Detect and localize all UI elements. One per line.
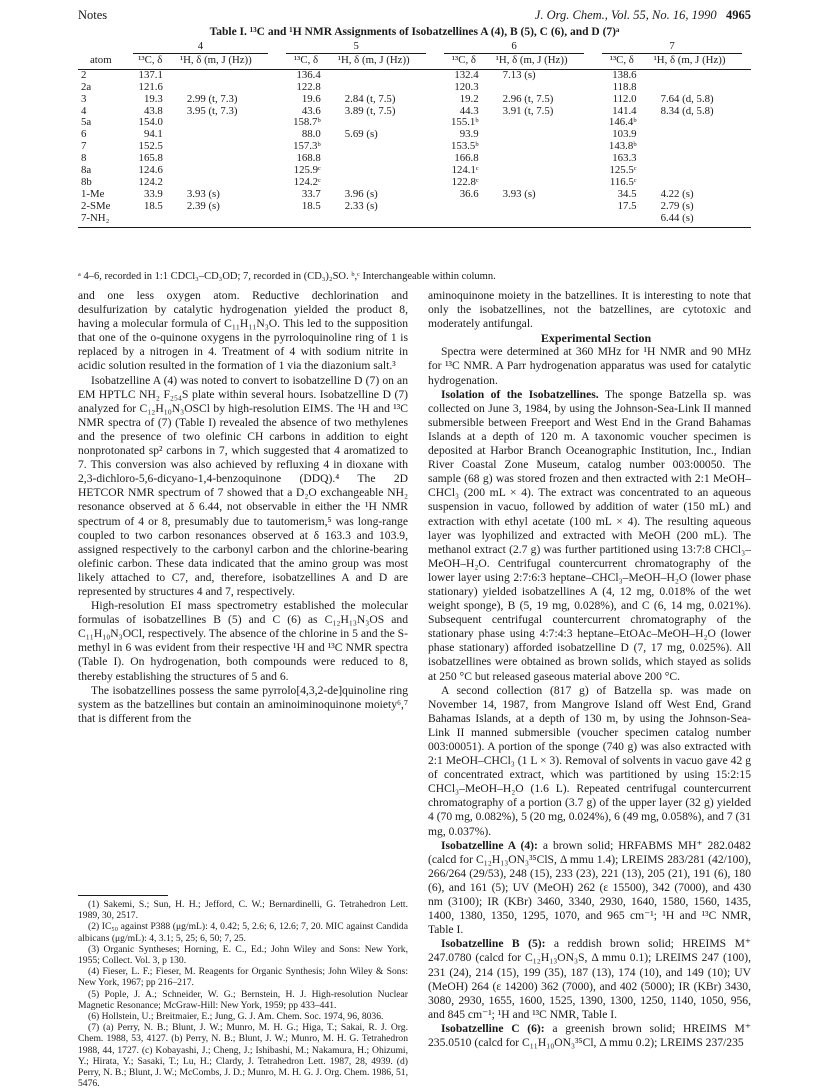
- proton-shift-cell: 2.99 (t, 7.3): [186, 92, 238, 105]
- experimental-paragraph: [428, 937, 751, 1022]
- column-header-c: ¹³C, δ: [124, 55, 177, 69]
- body-paragraph: High-resolution EI mass spectrometry established the molecular formulas of isobatzellines B (5) and C (6) as C₁₂H₁₃N₃OS and C₁₁H₁₀N₃OCl, respectively. The absence of the chlorine in 5 and the S-methyl in 6 was evident from their respective ¹H and ¹³C NMR spectra (Table I). On hydrogenation, both compounds were reduced to 8, thereby establishing the structures of 5 and 6.: [78, 599, 408, 683]
- paragraph-text: The sponge Batzella sp. was collected on June 3, 1984, by using the Johnson-Sea-Link II manned submersible between Freeport and West End in the Grand Bahamas Islands at a depth of 120 m. A taxonomic voucher specimen is deposited at Harbor Branch Oceanographic Institution, Inc., Indian River Coastal Zone Museum, catalog number 003:00050. The sample (68 g) was stored frozen and then extracted with 2:1 MeOH–CHCl₃ (200 mL × 4). The extract was concentrated to an aqueous suspension in vacuo, followed by addition of water (150 mL) and extraction with ethyl acetate (100 mL × 4). The resulting aqueous layer was lyophilized and extracted with MeOH (200 mL). The methanol extract (2.7 g) was further partitioned using 13:7:8 CHCl₃–MeOH–H₂O. Centrifugal countercurrent chromatography of the lower layer using 2:7:6:3 heptane–CHCl₃–MeOH–H₂O (lower phase stationary) yielded isobatzellines A (4, 12 mg, 0.018% of the wet weight sponge), B (5, 19 mg, 0.028%), and C (6, 14 mg, 0.021%). Subsequent centrifugal countercurrent chromatography of the stationary phase using 4:7:4:3 heptane–EtOAc–MeOH–H₂O (lower phase stationary) afforded isobatzelline D (7, 17 mg, 0.025%). All isobatzellines were obtained as brown solids, which stayed as solids at 250 °C but released gaseous material above 200 °C.: [428, 387, 752, 683]
- experimental-paragraph: [428, 684, 751, 839]
- column-header-h: ¹H, δ (m, J (Hz)): [335, 55, 435, 69]
- carbon-shift-cell: 146.4ᵇ: [608, 116, 637, 129]
- atom-cell: 2a: [81, 80, 92, 93]
- proton-shift-cell: 5.69 (s): [344, 128, 378, 141]
- carbon-shift-cell: 19.6: [301, 92, 321, 105]
- carbon-shift-cell: 94.1: [143, 128, 163, 141]
- proton-shift-cell: [335, 153, 435, 165]
- carbon-shift-cell: 118.8: [612, 80, 637, 93]
- atom-cell: 7-NH₂: [78, 213, 124, 227]
- carbon-shift-cell: 19.2: [459, 92, 479, 105]
- atom-cell: 8b: [81, 175, 92, 188]
- carbon-shift-cell: 103.9: [612, 128, 637, 141]
- proton-shift-cell: [177, 141, 277, 153]
- table-row: [78, 94, 751, 106]
- experimental-paragraph: [428, 1022, 751, 1050]
- proton-shift-cell: [335, 69, 435, 81]
- group-header: 7: [593, 41, 751, 55]
- table-row: [78, 213, 751, 227]
- carbon-shift-cell: 17.5: [617, 199, 637, 212]
- column-header-h: ¹H, δ (m, J (Hz)): [493, 55, 593, 69]
- carbon-shift-cell: 137.1: [138, 68, 163, 81]
- body-paragraph: Isobatzelline A (4) was noted to convert to isobatzelline D (7) on an EM HPTLC NH₂ F₂₅₄S plate within several hours. Isobatzelline D (7) analyzed for C₁₂H₁₀N₃OSCl by high-resolution EIMS. The ¹H and ¹³C NMR spectra of (7) (Table I) revealed the absence of two methylenes and the presence of two olefinic CH carbons in addition to eight nonprotonated sp² carbons in 7, which suggested that 4 aromatized to 7. This conversion was also achieved by refluxing 4 in dioxane with 2,3-dichloro-5,6-dicyano-1,4-benzoquinone (DDQ).⁴ The 2D HETCOR NMR spectrum of 7 showed that a D₂O exchangeable NH₂ resonance observed at δ 6.44, not observable in either the ¹H NMR spectrum of 4 or 8, presumably due to tautomerism,⁵ was long-range coupled to two carbon resonances observed at δ 163.3 and 103.9, assigned respectively to the carbonyl carbon and the chlorine-bearing olefinic carbon. These data indicated that the amino group was most likely attached to C7, and, therefore, isobatzellines A and D are represented by structures 4 and 7, respectively.: [78, 373, 408, 598]
- proton-shift-cell: 3.93 (s): [186, 187, 220, 200]
- carbon-shift-cell: 93.9: [459, 128, 479, 141]
- carbon-shift-cell: 168.8: [296, 152, 321, 165]
- table-row: [78, 82, 751, 94]
- table-caption: Table I. ¹³C and ¹H NMR Assignments of Isobatzellines A (4), B (5), C (6), and D (7)ᵃ: [209, 26, 620, 38]
- carbon-shift-cell: 157.3ᵇ: [293, 140, 321, 153]
- proton-shift-cell: [493, 141, 593, 153]
- footnote: (2) IC₅₀ against P388 (μg/mL): 4, 0.42; 5, 2.6; 6, 12.6; 7, 20. MIC against Candida albicans (μg/mL): 4, 3.1; 5, 25; 6, 50; 7, 25.: [78, 921, 408, 944]
- table-footnote: ᵃ 4–6, recorded in 1:1 CDCl₃–CD₃OD; 7, recorded in (CD₃)₂SO. ᵇ,ᶜ Interchangeable within column.: [78, 271, 496, 282]
- carbon-shift-cell: 163.3: [612, 152, 637, 165]
- experimental-paragraph: [428, 345, 751, 387]
- table-row: [78, 106, 751, 118]
- table-row: [78, 177, 751, 189]
- proton-shift-cell: 2.79 (s): [660, 199, 694, 212]
- paragraph-text: a brown solid; HRFABMS MH⁺ 282.0482 (calcd for C₁₂H₁₃ON₃³⁵ClS, Δ mmu 1.4); LREIMS 283/281 (42/100), 266/264 (29/53), 248 (15), 233 (23), 221 (13), 205 (21), 191 (6), 180 (6), and 161 (5); UV (MeOH) 262 (ε 15500), 342 (7000), and 430 nm (3100); IR (KBr) 3460, 3340, 2930, 1640, 1580, 1560, 1435, 1400, 1380, 1350, 1295, 1070, and 965 cm⁻¹; ¹H and ¹³C NMR, Table I.: [428, 838, 751, 937]
- carbon-shift-cell: 124.1ᶜ: [451, 164, 479, 177]
- proton-shift-cell: [651, 141, 751, 153]
- atom-cell: 3: [81, 92, 87, 105]
- page-header: [78, 8, 751, 28]
- proton-shift-cell: [651, 69, 751, 81]
- proton-shift-cell: [493, 201, 593, 213]
- proton-shift-cell: [177, 213, 277, 227]
- table-row: [78, 153, 751, 165]
- proton-shift-cell: 3.96 (s): [344, 187, 378, 200]
- proton-shift-cell: 6.44 (s): [651, 213, 751, 227]
- carbon-shift-cell: 124.2: [138, 175, 163, 188]
- footnote: (7) (a) Perry, N. B.; Blunt, J. W.; Munro, M. H. G.; Higa, T.; Sakai, R. J. Org. Chem. 1988, 53, 4127. (b) Perry, N. B.; Blunt, J. W.; Munro, M. H. G. Tetrahedron 1988, 44, 1727. (c) Kobayashi, J.; Cheng, J.; Ishibashi, M.; Nakamura, H.; Ohizumi, Y.; Hirata, Y.; Sasaki, T.; Lu, H.; Clardy, J. Tetrahedron Lett. 1987, 28, 4939. (d) Perry, N. B.; Blunt, J. W.; McCombs, J. D.; Munro, M. H. G. J. Org. Chem. 1986, 51, 5476.: [78, 1022, 408, 1089]
- column-header-c: ¹³C, δ: [277, 55, 335, 69]
- carbon-shift-cell: 18.5: [301, 199, 321, 212]
- group-header: 6: [435, 41, 593, 55]
- proton-shift-cell: 2.96 (t, 7.5): [502, 92, 554, 105]
- carbon-shift-cell: [435, 201, 493, 213]
- carbon-shift-cell: 33.9: [143, 187, 163, 200]
- proton-shift-cell: [335, 141, 435, 153]
- proton-shift-cell: [651, 82, 751, 94]
- proton-shift-cell: [493, 153, 593, 165]
- carbon-shift-cell: 124.6: [138, 164, 163, 177]
- column-header-h: ¹H, δ (m, J (Hz)): [177, 55, 277, 69]
- carbon-shift-cell: [593, 213, 651, 227]
- footnotes: [78, 895, 408, 1089]
- proton-shift-cell: [651, 153, 751, 165]
- column-header-c: ¹³C, δ: [593, 55, 651, 69]
- column-header-atom: atom: [78, 55, 124, 69]
- footnote: (5) Pople, J. A.; Schneider, W. G.; Bernstein, H. J. High-resolution Nuclear Magnetic Resonance; McGraw-Hill: New York, 1959; pp 433–441.: [78, 988, 408, 1011]
- proton-shift-cell: [177, 82, 277, 94]
- carbon-shift-cell: 166.8: [454, 152, 479, 165]
- proton-shift-cell: 4.22 (s): [660, 187, 694, 200]
- proton-shift-cell: [177, 69, 277, 81]
- column-header-c: ¹³C, δ: [435, 55, 493, 69]
- atom-cell: 8a: [81, 164, 92, 177]
- intro-paragraph: aminoquinone moiety in the batzellines. It is interesting to note that only the isobatzellines, not the batzellines, are cytotoxic and moderately antifungal.: [428, 289, 751, 331]
- proton-shift-cell: [335, 213, 435, 227]
- page-number: 4965: [726, 8, 751, 22]
- carbon-shift-cell: 153.5ᵇ: [451, 140, 479, 153]
- proton-shift-cell: 3.91 (t, 7.5): [502, 104, 554, 117]
- proton-shift-cell: 7.64 (d, 5.8): [660, 92, 714, 105]
- carbon-shift-cell: 136.4: [296, 68, 321, 81]
- paragraph-text: a reddish brown solid; HREIMS M⁺ 247.0780 (calcd for C₁₂H₁₃ON₃S, Δ mmu 0.1); LREIMS 247 (100), 231 (24), 214 (15), 199 (35), 187 (13), 174 (10), and 149 (10); UV (MeOH) 264 (ε 14200) 362 (7000), and 402 (5000); IR (KBr) 3430, 3080, 2930, 1655, 1600, 1525, 1390, 1300, 1250, 1140, 1050, 956, and 845 cm⁻¹; ¹H and ¹³C NMR, Table I.: [428, 937, 751, 1021]
- carbon-shift-cell: 141.4: [612, 104, 637, 117]
- proton-shift-cell: [493, 213, 593, 227]
- carbon-shift-cell: 33.7: [301, 187, 321, 200]
- proton-shift-cell: 2.33 (s): [344, 199, 378, 212]
- proton-shift-cell: [335, 165, 435, 177]
- carbon-shift-cell: 112.0: [612, 92, 637, 105]
- proton-shift-cell: [493, 165, 593, 177]
- carbon-shift-cell: 120.3: [454, 80, 479, 93]
- footnote: (3) Organic Syntheses; Horning, E. C., Ed.; John Wiley and Sons: New York, 1955; Collect. Vol. 3, p 130.: [78, 943, 408, 967]
- carbon-shift-cell: 43.6: [301, 104, 321, 117]
- proton-shift-cell: [335, 82, 435, 94]
- atom-cell: 2-SMe: [81, 199, 111, 212]
- atom-cell: 7: [81, 140, 87, 153]
- left-column-text: [78, 289, 408, 726]
- carbon-shift-cell: 34.5: [617, 187, 637, 200]
- paragraph-lead: Isobatzelline C (6):: [441, 1021, 545, 1035]
- footnote: (6) Hollstein, U.; Breitmaier, E.; Jung, G. J. Am. Chem. Soc. 1974, 96, 8036.: [88, 1011, 384, 1023]
- paragraph-text: Spectra were determined at 360 MHz for ¹H NMR and 90 MHz for ¹³C NMR. A Parr hydrogenation apparatus was used for catalytic hydrogenation.: [428, 345, 751, 387]
- table-row: [78, 165, 751, 177]
- carbon-shift-cell: 88.0: [301, 128, 321, 141]
- table-row: [78, 69, 751, 81]
- footnote: (4) Fieser, L. F.; Fieser, M. Reagents for Organic Synthesis; John Wiley & Sons: New York, 1967; pp 216–217.: [78, 966, 408, 989]
- carbon-shift-cell: 143.8ᵇ: [608, 140, 637, 153]
- paragraph-lead: Isolation of the Isobatzellines.: [441, 387, 599, 401]
- proton-shift-cell: [651, 165, 751, 177]
- proton-shift-cell: 2.84 (t, 7.5): [344, 92, 396, 105]
- experimental-paragraph: [428, 839, 751, 938]
- carbon-shift-cell: 154.0: [138, 116, 163, 129]
- carbon-shift-cell: 18.5: [143, 199, 163, 212]
- atom-cell: 8: [81, 152, 87, 165]
- proton-shift-cell: 3.95 (t, 7.3): [186, 104, 238, 117]
- carbon-shift-cell: 155.1ᵇ: [451, 116, 479, 129]
- paragraph-text: a greenish brown solid; HREIMS M⁺ 235.0510 (calcd for C₁₁H₁₀ON₃³⁵Cl, Δ mmu 0.2); LREIMS 237/235: [428, 1021, 751, 1049]
- carbon-shift-cell: 122.8: [296, 80, 321, 93]
- atom-cell: 1-Me: [81, 187, 105, 200]
- table-row: [78, 141, 751, 153]
- group-header: 4: [124, 41, 278, 55]
- proton-shift-cell: [177, 153, 277, 165]
- atom-cell: 2: [81, 68, 87, 81]
- carbon-shift-cell: [277, 213, 335, 227]
- proton-shift-cell: 3.93 (s): [502, 187, 536, 200]
- experimental-paragraph: [428, 388, 751, 684]
- proton-shift-cell: [177, 129, 277, 141]
- group-header: 5: [277, 41, 435, 55]
- carbon-shift-cell: 125.9ᶜ: [293, 164, 321, 177]
- proton-shift-cell: [651, 129, 751, 141]
- carbon-shift-cell: 165.8: [138, 152, 163, 165]
- journal-citation: J. Org. Chem., Vol. 55, No. 16, 1990 4965: [534, 8, 751, 22]
- carbon-shift-cell: 44.3: [459, 104, 479, 117]
- carbon-shift-cell: 43.8: [143, 104, 163, 117]
- proton-shift-cell: 3.89 (t, 7.5): [344, 104, 396, 117]
- body-paragraph: and one less oxygen atom. Reductive dechlorination and desulfurization by catalytic hydrogenation yielded the product 8, having a molecular formula of C₁₁H₁₁N₃O. This led to the supposition that one of the o-quinone oxygens in the pyrroloquinoline ring of 1 is replaced by a nitrogen in 4. Treatment of 4 with sodium nitrite in acidic solution resulted in the formation of 1 via the diazonium salt.³: [78, 289, 408, 373]
- table-row: [78, 129, 751, 141]
- proton-shift-cell: 2.39 (s): [186, 199, 220, 212]
- right-column-text: [428, 289, 751, 1050]
- proton-shift-cell: 8.34 (d, 5.8): [660, 104, 714, 117]
- carbon-shift-cell: 122.8ᶜ: [451, 175, 479, 188]
- column-header-h: ¹H, δ (m, J (Hz)): [651, 55, 751, 69]
- table-row: [78, 189, 751, 201]
- proton-shift-cell: [177, 165, 277, 177]
- carbon-shift-cell: [435, 213, 493, 227]
- nmr-table: [78, 41, 751, 228]
- carbon-shift-cell: 124.2ᶜ: [293, 175, 321, 188]
- carbon-shift-cell: 121.6: [138, 80, 163, 93]
- atom-cell: 6: [81, 128, 87, 141]
- proton-shift-cell: [651, 117, 751, 129]
- atom-cell: 5a: [81, 116, 92, 129]
- atom-cell: 4: [81, 104, 87, 117]
- section-label: Notes: [78, 8, 108, 22]
- section-heading: Experimental Section: [540, 331, 652, 346]
- paragraph-lead: Isobatzelline A (4):: [441, 838, 538, 852]
- proton-shift-cell: [177, 117, 277, 129]
- table-row: [78, 201, 751, 213]
- table-row: [78, 117, 751, 129]
- proton-shift-cell: [493, 129, 593, 141]
- carbon-shift-cell: 116.5ᶜ: [609, 175, 637, 188]
- body-paragraph: The isobatzellines possess the same pyrrolo[4,3,2-de]quinoline ring system as the batzellines but contain an aminoiminoquinone moiety⁶,⁷ that is different from the: [78, 683, 408, 725]
- carbon-shift-cell: 138.6: [612, 68, 637, 81]
- footnote-rule: [78, 895, 168, 896]
- carbon-shift-cell: 132.4: [454, 68, 479, 81]
- proton-shift-cell: [493, 82, 593, 94]
- proton-shift-cell: 7.13 (s): [502, 68, 536, 81]
- paragraph-lead: Isobatzelline B (5):: [441, 937, 546, 951]
- proton-shift-cell: [493, 117, 593, 129]
- carbon-shift-cell: 19.3: [143, 92, 163, 105]
- carbon-shift-cell: [124, 213, 177, 227]
- carbon-shift-cell: 125.5ᶜ: [609, 164, 637, 177]
- carbon-shift-cell: 158.7ᵇ: [293, 116, 321, 129]
- carbon-shift-cell: 152.5: [138, 140, 163, 153]
- footnote: (1) Sakemi, S.; Sun, H. H.; Jefford, C. W.; Bernardinelli, G. Tetrahedron Lett. 1989, 30, 2517.: [78, 899, 408, 922]
- carbon-shift-cell: 36.6: [459, 187, 479, 200]
- paragraph-text: A second collection (817 g) of Batzella sp. was made on November 14, 1987, from Mangrove Island off West End, Grand Bahamas Islands, at a depth of 130 m, by using the Johnson-Sea-Link II manned submersible (voucher specimen catalog number 003:00051). A portion of the sponge (740 g) was also extracted with 2:1 MeOH–CHCl₃ (1 L × 3). Removal of solvents in vacuo gave 42 g of concentrated extract, which was partitioned by using 15:2:15 CHCl₃–MeOH–H₂O (1.6 L). Repeated centrifugal countercurrent chromatography of a portion (3.7 g) of the upper layer (32 g) yielded 4 (70 mg, 0.082%), 5 (20 mg, 0.024%), 6 (49 mg, 0.058%), and 7 (31 mg, 0.037%).: [428, 683, 751, 838]
